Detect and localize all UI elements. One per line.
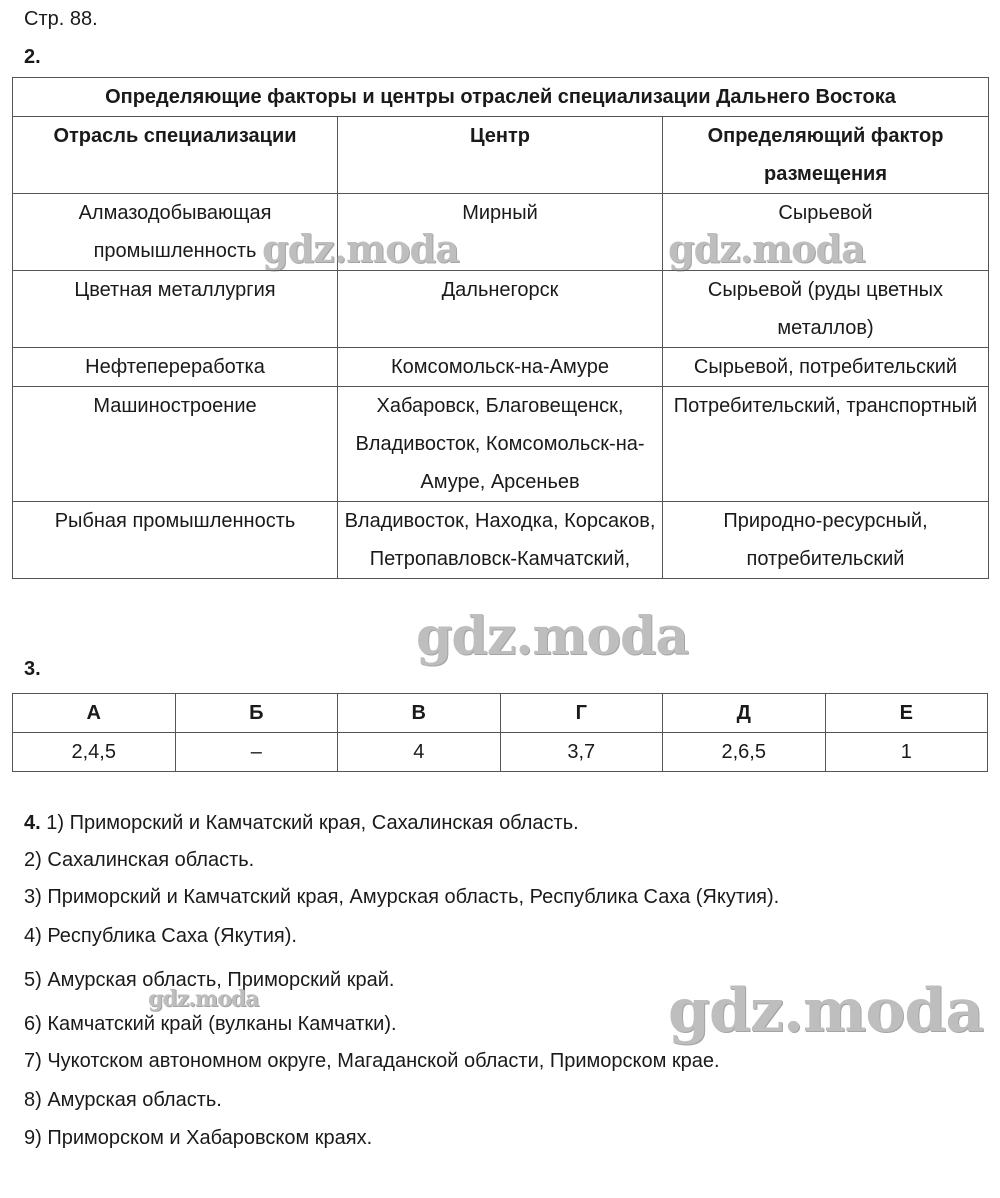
cell-center: Мирный xyxy=(338,194,663,271)
table-row xyxy=(13,271,989,348)
answer-line: 4) Республика Саха (Якутия). xyxy=(24,925,297,947)
cell-industry: Алмазодобывающая промышленность xyxy=(13,194,338,271)
answer-value: – xyxy=(175,733,338,772)
watermark: gdz.moda xyxy=(668,226,865,271)
answer-header: Д xyxy=(663,694,826,733)
answer-line: 7) Чукотском автономном округе, Магаданской области, Приморском крае. xyxy=(24,1050,720,1072)
answer-header: В xyxy=(338,694,501,733)
watermark: gdz.moda xyxy=(262,226,459,271)
answer-table xyxy=(12,693,988,772)
answer-value: 4 xyxy=(338,733,501,772)
cell-factor: Природно-ресурсный, потребительский xyxy=(663,502,989,579)
specialization-table xyxy=(12,77,989,579)
watermark: gdz.moda xyxy=(668,976,984,1046)
header-industry: Отрасль специализации xyxy=(13,117,338,194)
cell-industry: Нефтепереработка xyxy=(13,348,338,387)
cell-factor: Сырьевой xyxy=(663,194,989,271)
cell-center: Дальнегорск xyxy=(338,271,663,348)
answer-line: 8) Амурская область. xyxy=(24,1089,222,1111)
answer-value: 2,4,5 xyxy=(13,733,176,772)
answer-value-row xyxy=(13,733,988,772)
header-center: Центр xyxy=(338,117,663,194)
answer-header: Б xyxy=(175,694,338,733)
cell-industry: Цветная металлургия xyxy=(13,271,338,348)
answer-header: Г xyxy=(500,694,663,733)
cell-industry: Рыбная промышленность xyxy=(13,502,338,579)
task-3-number: 3. xyxy=(24,658,41,680)
table-row xyxy=(13,502,989,579)
answer-header: Е xyxy=(825,694,988,733)
answer-value: 3,7 xyxy=(500,733,663,772)
cell-factor: Сырьевой, потребительский xyxy=(663,348,989,387)
answer-line: 5) Амурская область, Приморский край. xyxy=(24,969,395,991)
header-factor: Определяющий фактор размещения xyxy=(663,117,989,194)
task-4-number: 4. xyxy=(24,812,41,834)
table-row xyxy=(13,348,989,387)
answer-header: А xyxy=(13,694,176,733)
answer-line: 9) Приморском и Хабаровском краях. xyxy=(24,1127,373,1149)
cell-center: Хабаровск, Благовещенск, Владивосток, Комсомольск-на-Амуре, Арсеньев xyxy=(338,387,663,502)
answer-line: 6) Камчатский край (вулканы Камчатки). xyxy=(24,1013,397,1035)
cell-factor: Потребительский, транспортный xyxy=(663,387,989,502)
task-4-line-1 xyxy=(24,812,579,835)
watermark: gdz.moda xyxy=(148,986,259,1012)
table-title: Определяющие факторы и центры отраслей специализации Дальнего Востока xyxy=(13,78,989,117)
cell-center: Владивосток, Находка, Корсаков, Петропавловск-Камчатский, xyxy=(338,502,663,579)
answer-value: 1 xyxy=(825,733,988,772)
page-label: Стр. 88. xyxy=(24,8,98,30)
watermark: gdz.moda xyxy=(416,606,689,667)
table-header-row xyxy=(13,117,989,194)
answer-line: 1) Приморский и Камчатский края, Сахалинская область. xyxy=(46,812,579,834)
task-2-number: 2. xyxy=(24,46,41,68)
answer-header-row xyxy=(13,694,988,733)
cell-factor: Сырьевой (руды цветных металлов) xyxy=(663,271,989,348)
answer-value: 2,6,5 xyxy=(663,733,826,772)
answer-line: 2) Сахалинская область. xyxy=(24,849,255,871)
answer-line: 3) Приморский и Камчатский края, Амурская область, Республика Саха (Якутия). xyxy=(24,886,780,908)
cell-industry: Машиностроение xyxy=(13,387,338,502)
table-row xyxy=(13,387,989,502)
cell-center: Комсомольск-на-Амуре xyxy=(338,348,663,387)
